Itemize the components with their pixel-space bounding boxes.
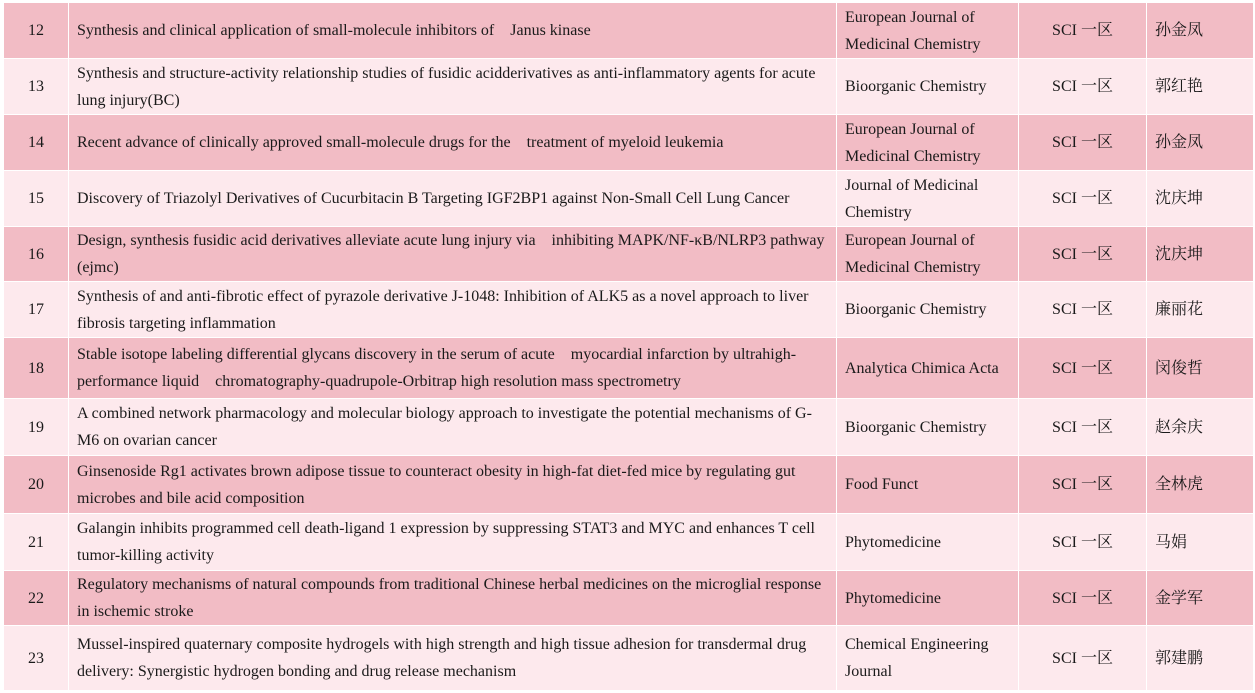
table-row: [4, 456, 1254, 514]
paper-title: Design, synthesis fusidic acid derivatives alleviate acute lung injury via inhibiting MAPK/NF-κB/NLRP3 pathway (ejmc): [69, 227, 837, 282]
author-name: 金学军: [1147, 571, 1254, 626]
journal-name: Phytomedicine: [837, 514, 1019, 571]
journal-level: SCI 一区: [1019, 514, 1147, 571]
table-row: [4, 59, 1254, 115]
journal-level: SCI 一区: [1019, 456, 1147, 514]
journal-level: SCI 一区: [1019, 571, 1147, 626]
author-name: 赵余庆: [1147, 399, 1254, 456]
journal-level: SCI 一区: [1019, 282, 1147, 338]
paper-title: Stable isotope labeling differential glycans discovery in the serum of acute myocardial infarction by ultrahigh-performance liquid chromatography-quadrupole-Orbitrap high resolution mass spectrometry: [69, 338, 837, 399]
journal-name: Bioorganic Chemistry: [837, 282, 1019, 338]
row-number: 15: [4, 171, 69, 227]
table-row: [4, 399, 1254, 456]
journal-name: Bioorganic Chemistry: [837, 399, 1019, 456]
journal-level: SCI 一区: [1019, 338, 1147, 399]
journal-level: SCI 一区: [1019, 399, 1147, 456]
table-row: [4, 115, 1254, 171]
table-row: [4, 3, 1254, 59]
table-row: [4, 171, 1254, 227]
table-row: [4, 282, 1254, 338]
table-row: [4, 571, 1254, 626]
paper-title: Galangin inhibits programmed cell death-ligand 1 expression by suppressing STAT3 and MYC and enhances T cell tumor-killing activity: [69, 514, 837, 571]
journal-level: SCI 一区: [1019, 115, 1147, 171]
row-number: 13: [4, 59, 69, 115]
journal-name: Analytica Chimica Acta: [837, 338, 1019, 399]
table-row: [4, 227, 1254, 282]
publications-table: [3, 2, 1254, 691]
paper-title: Discovery of Triazolyl Derivatives of Cucurbitacin B Targeting IGF2BP1 against Non-Small Cell Lung Cancer: [69, 171, 837, 227]
author-name: 闵俊哲: [1147, 338, 1254, 399]
row-number: 19: [4, 399, 69, 456]
author-name: 孙金凤: [1147, 115, 1254, 171]
journal-level: SCI 一区: [1019, 171, 1147, 227]
row-number: 12: [4, 3, 69, 59]
journal-level: SCI 一区: [1019, 59, 1147, 115]
paper-title: Synthesis of and anti-fibrotic effect of pyrazole derivative J-1048: Inhibition of ALK5 as a novel approach to liver fibrosis targeting inflammation: [69, 282, 837, 338]
paper-title: A combined network pharmacology and molecular biology approach to investigate the potential mechanisms of G-M6 on ovarian cancer: [69, 399, 837, 456]
row-number: 14: [4, 115, 69, 171]
journal-name: Chemical Engineering Journal: [837, 626, 1019, 691]
journal-name: Phytomedicine: [837, 571, 1019, 626]
row-number: 16: [4, 227, 69, 282]
author-name: 孙金凤: [1147, 3, 1254, 59]
author-name: 郭建鹏: [1147, 626, 1254, 691]
table-row: [4, 514, 1254, 571]
row-number: 22: [4, 571, 69, 626]
row-number: 21: [4, 514, 69, 571]
journal-name: European Journal of Medicinal Chemistry: [837, 115, 1019, 171]
row-number: 23: [4, 626, 69, 691]
row-number: 17: [4, 282, 69, 338]
journal-name: European Journal of Medicinal Chemistry: [837, 3, 1019, 59]
journal-name: European Journal of Medicinal Chemistry: [837, 227, 1019, 282]
author-name: 马娟: [1147, 514, 1254, 571]
author-name: 全林虎: [1147, 456, 1254, 514]
paper-title: Ginsenoside Rg1 activates brown adipose tissue to counteract obesity in high-fat diet-fed mice by regulating gut microbes and bile acid composition: [69, 456, 837, 514]
row-number: 18: [4, 338, 69, 399]
author-name: 廉丽花: [1147, 282, 1254, 338]
paper-title: Mussel-inspired quaternary composite hydrogels with high strength and high tissue adhesion for transdermal drug delivery: Synergistic hydrogen bonding and drug release mechanism: [69, 626, 837, 691]
journal-name: Bioorganic Chemistry: [837, 59, 1019, 115]
paper-title: Synthesis and structure-activity relationship studies of fusidic acidderivatives as anti-inflammatory agents for acute lung injury(BC): [69, 59, 837, 115]
journal-level: SCI 一区: [1019, 3, 1147, 59]
journal-level: SCI 一区: [1019, 227, 1147, 282]
table-body: [4, 3, 1254, 691]
journal-level: SCI 一区: [1019, 626, 1147, 691]
row-number: 20: [4, 456, 69, 514]
paper-title: Regulatory mechanisms of natural compounds from traditional Chinese herbal medicines on the microglial response in ischemic stroke: [69, 571, 837, 626]
paper-title: Synthesis and clinical application of small-molecule inhibitors of Janus kinase: [69, 3, 837, 59]
author-name: 沈庆坤: [1147, 227, 1254, 282]
table-row: [4, 338, 1254, 399]
journal-name: Food Funct: [837, 456, 1019, 514]
table-row: [4, 626, 1254, 691]
author-name: 郭红艳: [1147, 59, 1254, 115]
author-name: 沈庆坤: [1147, 171, 1254, 227]
paper-title: Recent advance of clinically approved small-molecule drugs for the treatment of myeloid leukemia: [69, 115, 837, 171]
journal-name: Journal of Medicinal Chemistry: [837, 171, 1019, 227]
